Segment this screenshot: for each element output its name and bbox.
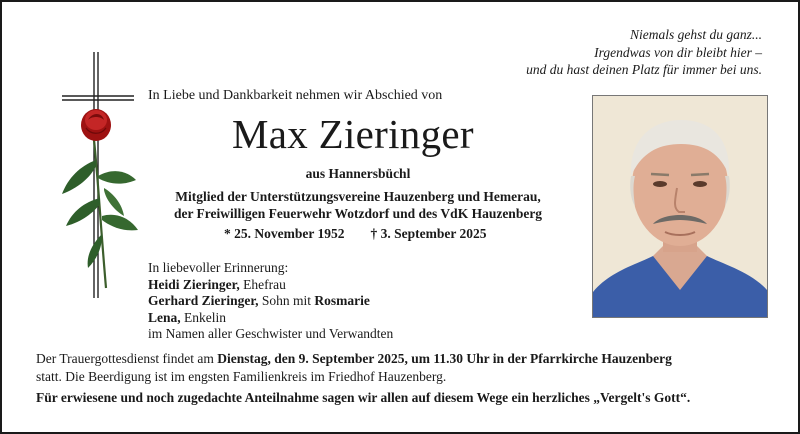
death-date: † 3. September 2025 xyxy=(370,226,487,241)
motto-line-2: Irgendwas von dir bleibt hier – xyxy=(594,44,762,60)
portrait-photo xyxy=(592,95,768,318)
motto-line-3: und du hast deinen Platz für immer bei uns. xyxy=(526,62,762,77)
mourner-name: Lena, xyxy=(148,309,181,325)
service-line-2: statt. Die Beerdigung ist im engsten Familienkreis im Friedhof Hauzenberg. xyxy=(36,369,447,384)
birth-date: * 25. November 1952 xyxy=(224,226,345,241)
membership-line-2: der Freiwilligen Feuerwehr Wotzdorf und des VdK Hauzenberg xyxy=(173,206,543,221)
service-date-location: Dienstag, den 9. September 2025, um 11.30 Uhr in der Pfarrkirche Hauzenberg xyxy=(217,351,672,366)
thanks-text: Für erwiesene und noch zugedachte Anteilnahme sagen wir allen auf diesem Wege ein herzliches „Vergelt's Gott“. xyxy=(36,390,691,405)
life-dates xyxy=(224,226,513,242)
membership-text xyxy=(148,188,568,222)
cross-with-rose-illustration xyxy=(42,48,154,300)
deceased-origin: aus Hannersbüchl xyxy=(305,166,411,181)
mourner-partner-name: Rosmarie xyxy=(314,293,370,308)
rose-icon xyxy=(62,109,138,288)
motto-verse xyxy=(526,26,762,79)
mourner-name: Heidi Zieringer, xyxy=(148,276,240,292)
mourner-row xyxy=(148,293,393,310)
motto-line-1: Niemals gehst du ganz... xyxy=(629,27,762,42)
mourners-heading: In liebevoller Erinnerung: xyxy=(148,260,289,275)
mourner-relation: Sohn mit xyxy=(258,293,315,308)
service-line-1 xyxy=(36,350,672,368)
mourner-relation: Ehefrau xyxy=(239,276,286,292)
mourners-list xyxy=(148,260,393,343)
mourner-name: Gerhard Zieringer, xyxy=(148,293,259,308)
mourners-others: im Namen aller Geschwister und Verwandten xyxy=(148,326,394,341)
mourner-relation: Enkelin xyxy=(180,309,227,325)
portrait-illustration xyxy=(593,96,767,317)
mourner-row xyxy=(148,277,393,294)
service-intro: Der Trauergottesdienst findet am xyxy=(36,351,218,366)
membership-line-1: Mitglied der Unterstützungsvereine Hauzenberg und Hemerau, xyxy=(175,189,541,204)
funeral-service-text xyxy=(36,350,672,386)
mourner-row xyxy=(148,310,393,327)
intro-text: In Liebe und Dankbarkeit nehmen wir Abschied von xyxy=(148,88,443,103)
deceased-name: Max Zieringer xyxy=(232,111,474,157)
